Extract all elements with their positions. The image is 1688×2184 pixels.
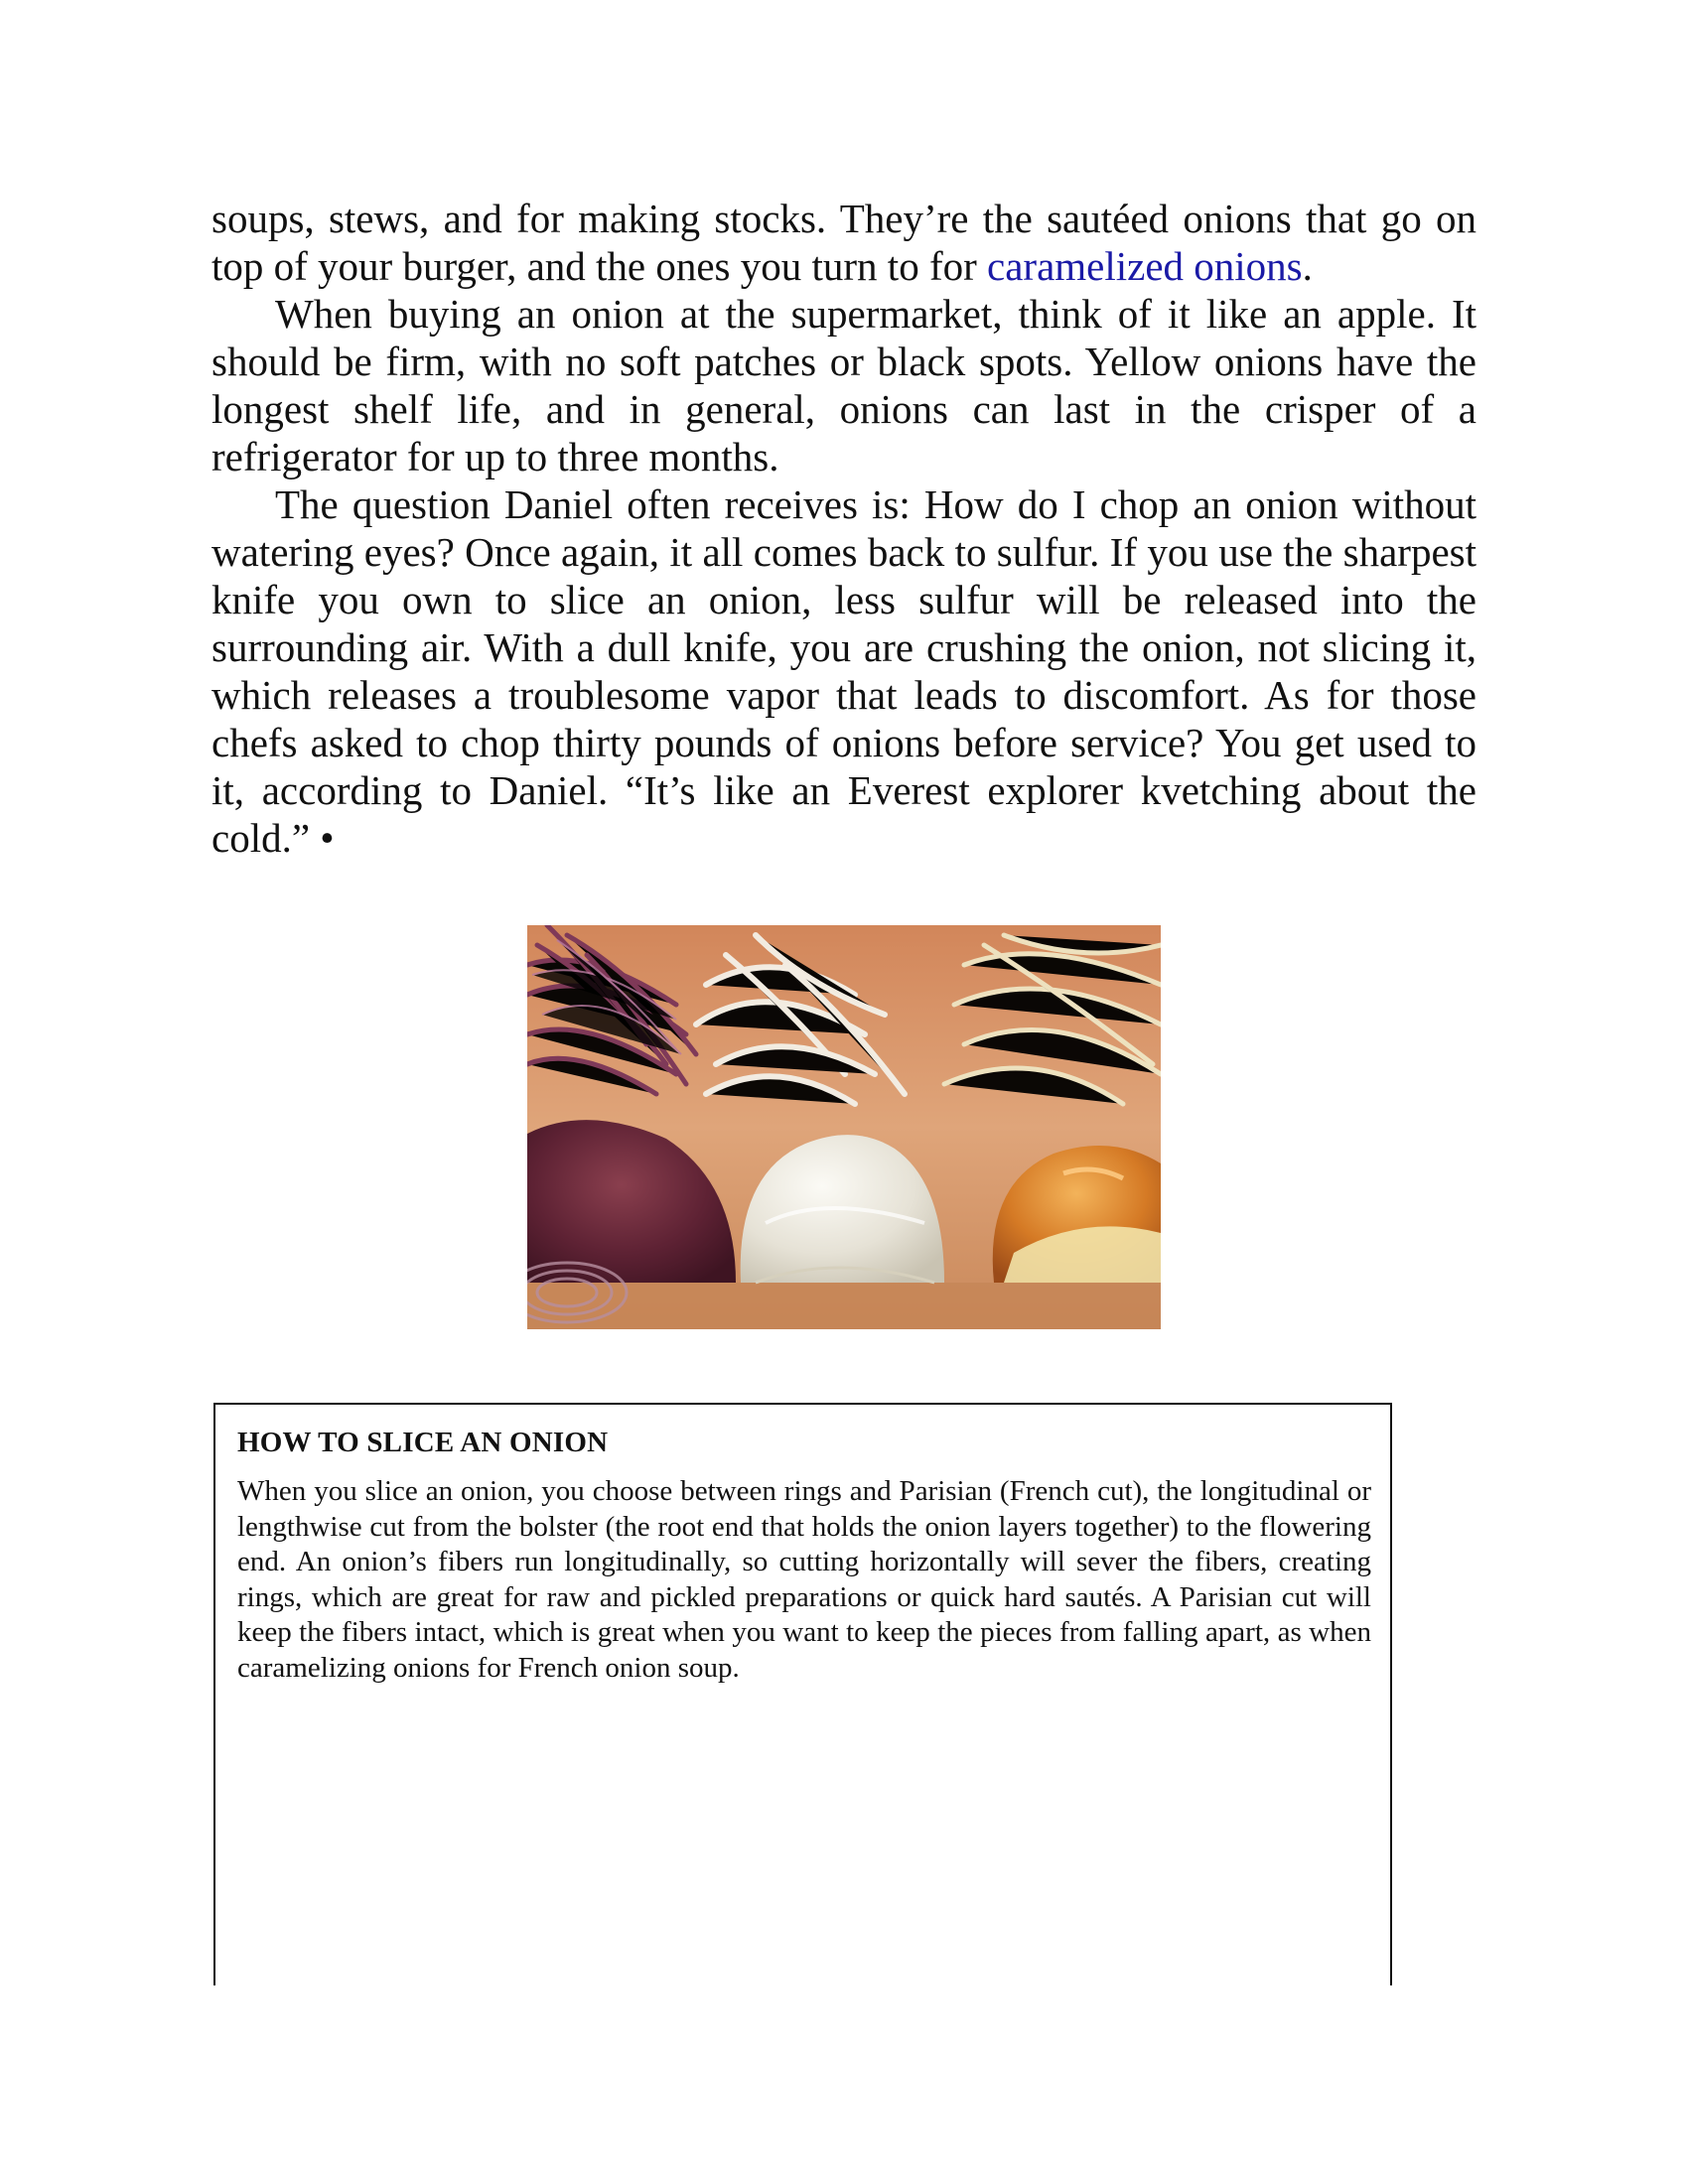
paragraph-1 (211, 195, 1477, 290)
paragraph-3: The question Daniel often receives is: How do I chop an onion without watering eyes? Once again, it all comes back to sulfur. If you use the sharpest knife you own to slice an onion, less sulfur will be released into the surrounding air. With a dull knife, you are crushing the onion, not slicing it, which releases a troublesome vapor that leads to discomfort. As for those chefs asked to chop thirty pounds of onions before service? You get used to it, according to Daniel. “It’s like an Everest explorer kvetching about the cold.” • (211, 481, 1477, 861)
onions-illustration (527, 925, 1161, 1329)
paragraph-1-end: . (1302, 243, 1313, 289)
sidebar-text: When you slice an onion, you choose between rings and Parisian (French cut), the longitudinal or lengthwise cut from the bolster (the root end that holds the onion layers together) to the flowering end. An onion’s fibers run longitudinally, so cutting horizontally will sever the fibers, creating rings, which are great for raw and pickled preparations or quick hard sautés. A Parisian cut will keep the fibers intact, which is great when you want to keep the pieces from falling apart, as when caramelizing onions for French onion soup. (237, 1475, 1371, 1684)
article-body (211, 195, 1477, 862)
sidebar-title: HOW TO SLICE AN ONION (237, 1427, 609, 1458)
onions-photo (527, 925, 1161, 1329)
sidebar-box (213, 1403, 1392, 1985)
paragraph-1-text: soups, stews, and for making stocks. They’re the sautéed onions that go on top of your burger, and the ones you turn to for (211, 196, 1477, 289)
caramelized-onions-link[interactable]: caramelized onions (987, 243, 1303, 289)
paragraph-2: When buying an onion at the supermarket, think of it like an apple. It should be firm, with no soft patches or black spots. Yellow onions have the longest shelf life, and in general, onions can last in the crisper of a refrigerator for up to three months. (211, 291, 1477, 479)
